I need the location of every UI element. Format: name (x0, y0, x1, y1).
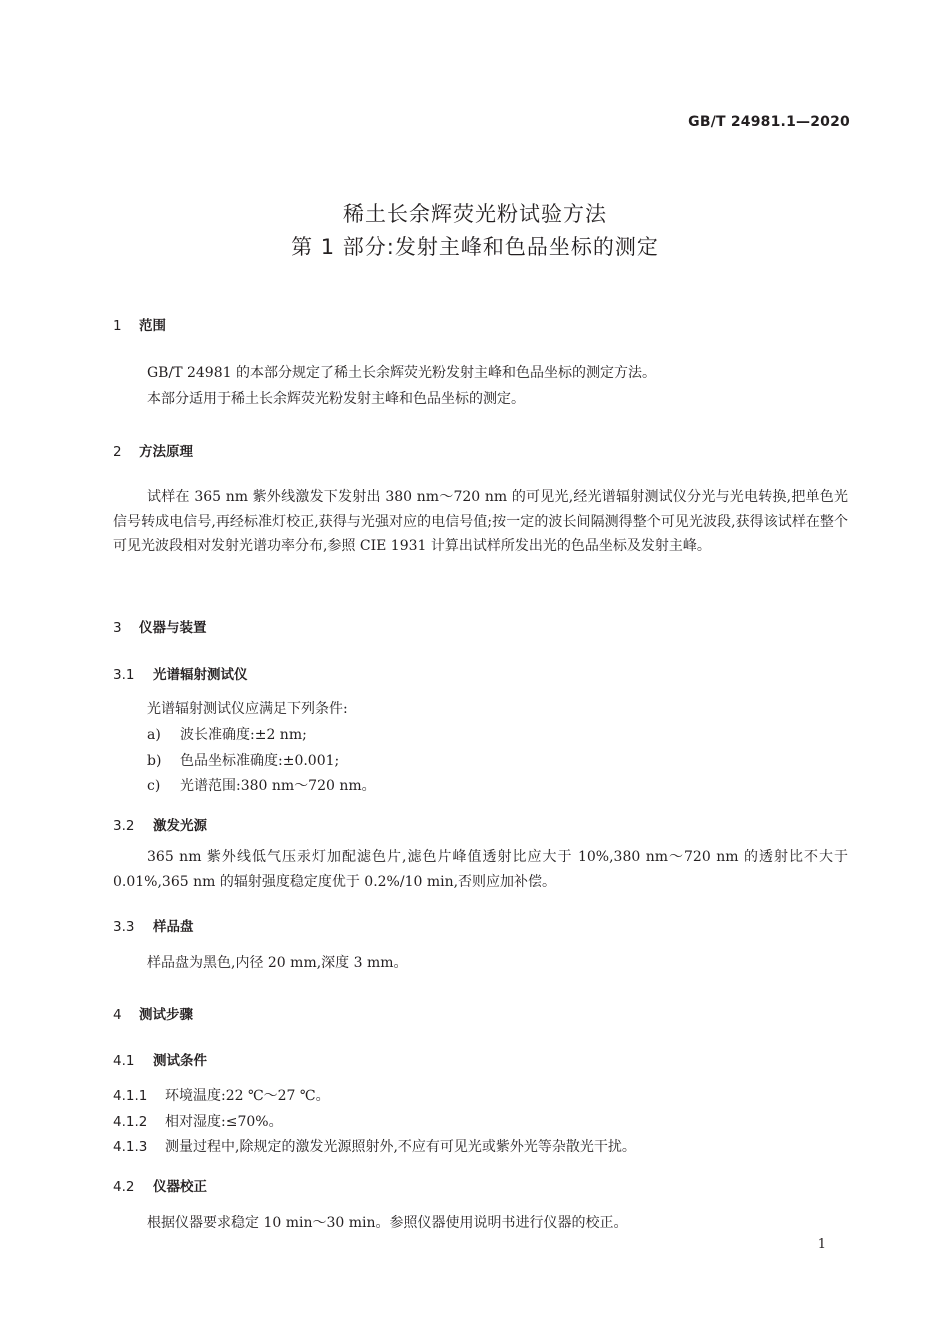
clause-text: 测量过程中,除规定的激发光源照射外,不应有可见光或紫外光等杂散光干扰。 (165, 1139, 636, 1155)
list-item (147, 724, 307, 744)
clause-number: 4.1.2 (113, 1114, 148, 1130)
subsection-number: 3.1 (113, 667, 135, 683)
section-1-heading (113, 314, 166, 334)
paragraph: 本部分适用于稀土长余辉荧光粉发射主峰和色品坐标的测定。 (147, 391, 525, 407)
subsection-3-2-heading (113, 814, 207, 834)
subsection-3-3-heading (113, 915, 194, 935)
list-label: c) (147, 778, 161, 794)
subsection-4-1-heading (113, 1049, 207, 1069)
paragraph: 试样在 365 nm 紫外线激发下发射出 380 nm～720 nm 的可见光,经光谱辐射测试仪分光与光电转换,把单色光信号转成电信号,再经标准灯校正,获得与光强对应的电信号值;按一定的波长间隔测得整个可见光波段,获得该试样在整个可见光波段相对发射光谱功率分布,参照 CIE 1931 计算出试样所发出光的色品坐标及发射主峰。 (113, 489, 848, 554)
subsection-3-1-heading (113, 663, 248, 683)
list-text: 波长准确度:±2 nm; (180, 727, 307, 743)
clause-4-1-1 (113, 1085, 330, 1105)
section-number: 1 (113, 318, 122, 334)
section-title: 测试步骤 (139, 1007, 193, 1023)
list-label: a) (147, 727, 161, 743)
clause-number: 4.1.3 (113, 1139, 148, 1155)
subsection-4-2-heading (113, 1175, 207, 1195)
section-3-heading (113, 616, 207, 636)
subsection-title: 仪器校正 (153, 1179, 207, 1195)
section-title: 方法原理 (139, 444, 193, 460)
list-text: 色品坐标准确度:±0.001; (180, 753, 340, 769)
subsection-title: 样品盘 (153, 919, 194, 935)
subsection-title: 光谱辐射测试仪 (153, 667, 248, 683)
section-title: 仪器与装置 (139, 620, 207, 636)
paragraph: GB/T 24981 的本部分规定了稀土长余辉荧光粉发射主峰和色品坐标的测定方法。 (147, 365, 656, 381)
subsection-number: 4.2 (113, 1179, 135, 1195)
list-text: 光谱范围:380 nm～720 nm。 (180, 778, 376, 794)
section-number: 2 (113, 444, 122, 460)
document-title: 稀土长余辉荧光粉试验方法 (343, 202, 607, 226)
page-number: 1 (817, 1237, 826, 1252)
subsection-number: 3.3 (113, 919, 135, 935)
paragraph: 光谱辐射测试仪应满足下列条件: (147, 701, 348, 717)
clause-number: 4.1.1 (113, 1088, 148, 1104)
subsection-title: 激发光源 (153, 818, 207, 834)
paragraph: 365 nm 紫外线低气压汞灯加配滤色片,滤色片峰值透射比应大于 10%,380 nm～720 nm 的透射比不大于 0.01%,365 nm 的辐射强度稳定度优于 0.2%/10 min,否则应加补偿。 (113, 849, 848, 890)
list-item (147, 775, 376, 795)
clause-text: 环境温度:22 ℃～27 ℃。 (165, 1088, 330, 1104)
subsection-title: 测试条件 (153, 1053, 207, 1069)
subsection-number: 4.1 (113, 1053, 135, 1069)
section-number: 3 (113, 620, 122, 636)
section-4-heading (113, 1003, 193, 1023)
section-number: 4 (113, 1007, 122, 1023)
document-subtitle: 第 1 部分:发射主峰和色品坐标的测定 (291, 235, 659, 259)
clause-4-1-2 (113, 1111, 283, 1131)
paragraph: 样品盘为黑色,内径 20 mm,深度 3 mm。 (147, 955, 408, 971)
list-item (147, 750, 339, 770)
section-title: 范围 (139, 318, 166, 334)
subsection-number: 3.2 (113, 818, 135, 834)
list-label: b) (147, 753, 162, 769)
clause-4-1-3 (113, 1136, 636, 1156)
paragraph: 根据仪器要求稳定 10 min～30 min。参照仪器使用说明书进行仪器的校正。 (147, 1215, 628, 1231)
standard-code: GB/T 24981.1—2020 (688, 114, 850, 130)
clause-text: 相对湿度:≤70%。 (165, 1114, 283, 1130)
section-2-heading (113, 440, 193, 460)
